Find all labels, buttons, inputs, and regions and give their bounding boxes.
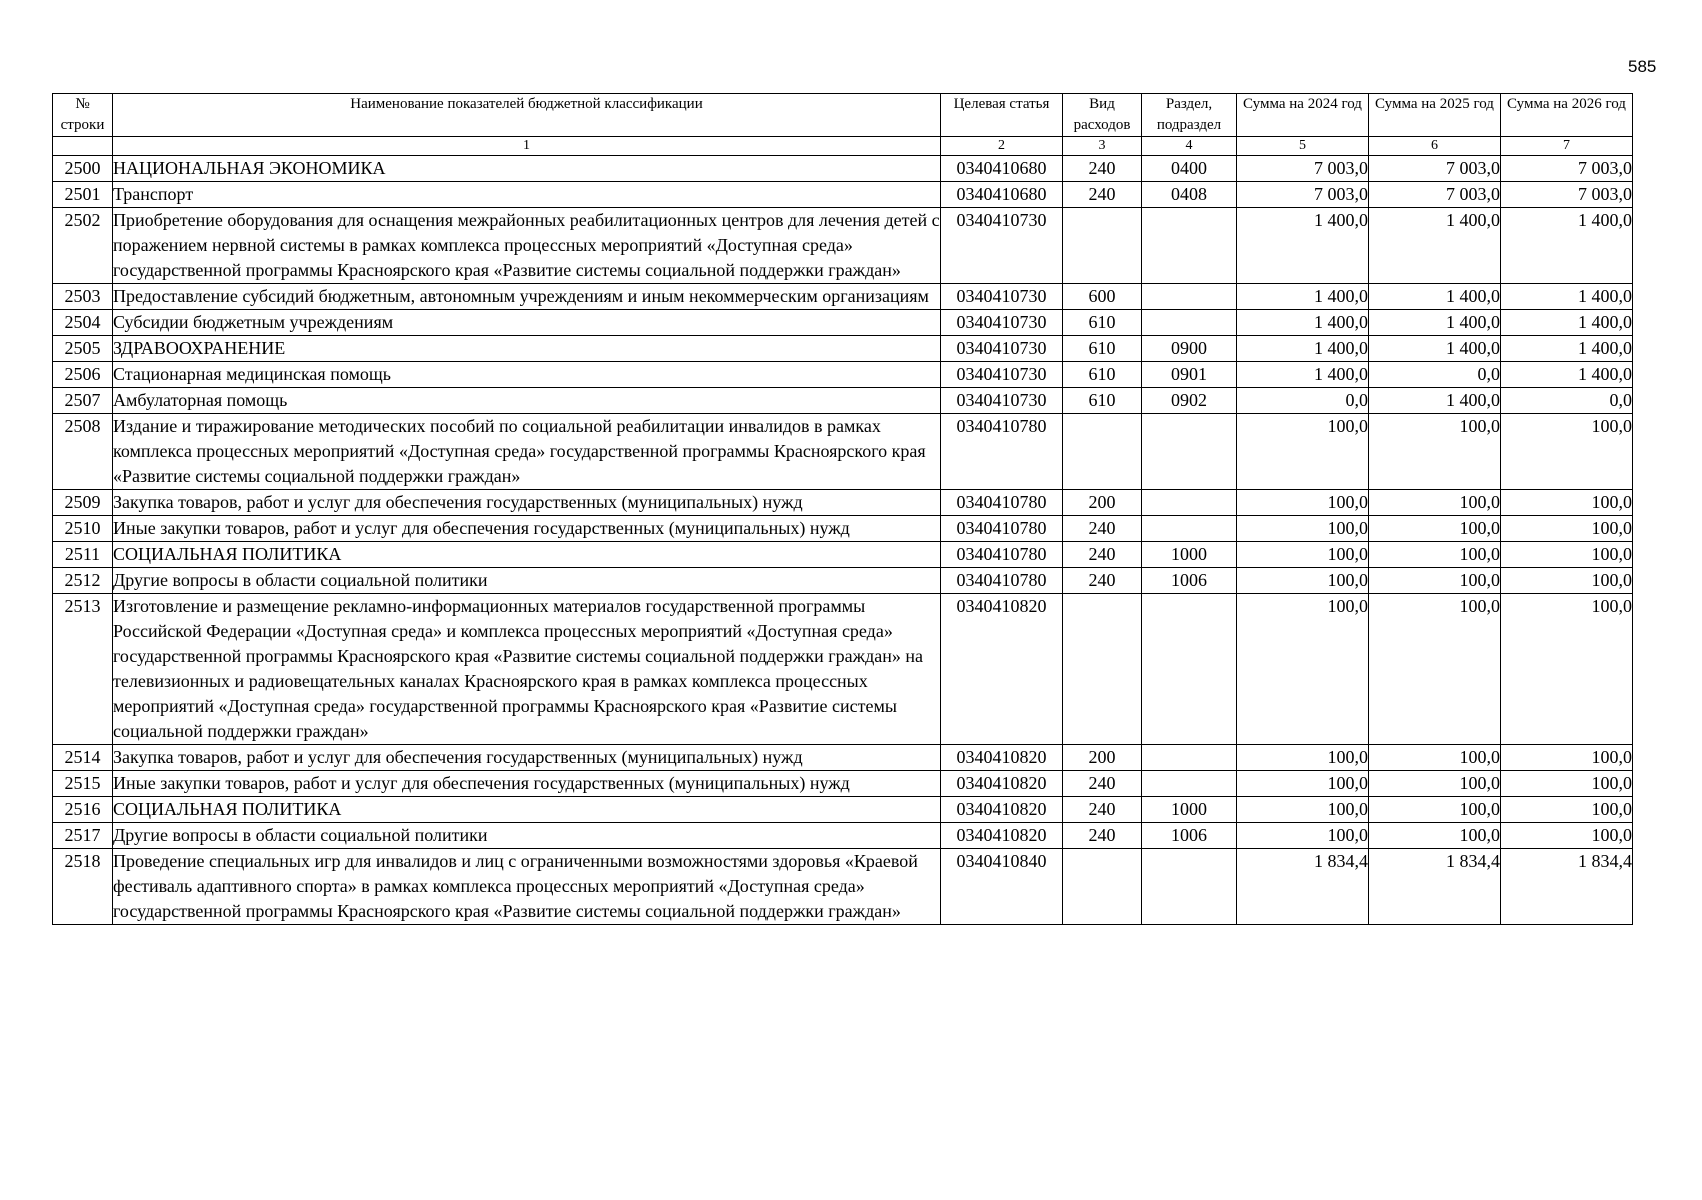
- expense-type-cell: [1063, 849, 1142, 925]
- row-name-cell: Предоставление субсидий бюджетным, автономным учреждениям и иным некоммерческим организациям: [113, 284, 941, 310]
- table-row: [53, 542, 1633, 568]
- expense-type-cell: 200: [1063, 745, 1142, 771]
- target-article-cell: 0340410730: [941, 362, 1063, 388]
- section-cell: 1006: [1142, 568, 1237, 594]
- sum-2026-cell: 100,0: [1501, 516, 1633, 542]
- target-article-cell: 0340410730: [941, 336, 1063, 362]
- table-body: [53, 156, 1633, 925]
- row-name-cell: Транспорт: [113, 182, 941, 208]
- sum-2024-cell: 100,0: [1237, 490, 1369, 516]
- sum-2024-cell: 1 400,0: [1237, 362, 1369, 388]
- target-article-cell: 0340410780: [941, 490, 1063, 516]
- sum-2024-cell: 100,0: [1237, 542, 1369, 568]
- sum-2025-cell: 100,0: [1369, 797, 1501, 823]
- table-row: [53, 849, 1633, 925]
- header-section: Раздел, подраздел: [1142, 94, 1237, 137]
- row-number-cell: 2508: [53, 414, 113, 490]
- column-index: 7: [1501, 137, 1633, 156]
- sum-2025-cell: 7 003,0: [1369, 182, 1501, 208]
- section-cell: [1142, 414, 1237, 490]
- section-cell: [1142, 516, 1237, 542]
- target-article-cell: 0340410820: [941, 823, 1063, 849]
- sum-2024-cell: 100,0: [1237, 797, 1369, 823]
- sum-2025-cell: 1 400,0: [1369, 310, 1501, 336]
- sum-2026-cell: 1 400,0: [1501, 362, 1633, 388]
- header-sum-2025: Сумма на 2025 год: [1369, 94, 1501, 137]
- sum-2026-cell: 1 400,0: [1501, 310, 1633, 336]
- row-number-cell: 2506: [53, 362, 113, 388]
- sum-2025-cell: 1 400,0: [1369, 208, 1501, 284]
- sum-2024-cell: 100,0: [1237, 771, 1369, 797]
- section-cell: 0400: [1142, 156, 1237, 182]
- expense-type-cell: [1063, 594, 1142, 745]
- expense-type-cell: 240: [1063, 771, 1142, 797]
- sum-2025-cell: 100,0: [1369, 568, 1501, 594]
- header-row: [53, 94, 1633, 137]
- header-sum-2026: Сумма на 2026 год: [1501, 94, 1633, 137]
- sum-2026-cell: 100,0: [1501, 745, 1633, 771]
- row-number-cell: 2517: [53, 823, 113, 849]
- sum-2026-cell: 1 834,4: [1501, 849, 1633, 925]
- row-number-cell: 2500: [53, 156, 113, 182]
- section-cell: 1006: [1142, 823, 1237, 849]
- expense-type-cell: [1063, 208, 1142, 284]
- sum-2025-cell: 1 400,0: [1369, 284, 1501, 310]
- row-name-cell: Иные закупки товаров, работ и услуг для обеспечения государственных (муниципальных) нужд: [113, 771, 941, 797]
- section-cell: [1142, 771, 1237, 797]
- sum-2025-cell: 100,0: [1369, 771, 1501, 797]
- row-name-cell: Иные закупки товаров, работ и услуг для обеспечения государственных (муниципальных) нужд: [113, 516, 941, 542]
- sum-2025-cell: 7 003,0: [1369, 156, 1501, 182]
- sum-2025-cell: 100,0: [1369, 414, 1501, 490]
- expense-type-cell: 240: [1063, 823, 1142, 849]
- section-cell: [1142, 849, 1237, 925]
- table-row: [53, 594, 1633, 745]
- expense-type-cell: 240: [1063, 542, 1142, 568]
- column-index: 2: [941, 137, 1063, 156]
- expense-type-cell: 610: [1063, 336, 1142, 362]
- row-number-cell: 2509: [53, 490, 113, 516]
- table-row: [53, 568, 1633, 594]
- table-row: [53, 310, 1633, 336]
- column-index: 5: [1237, 137, 1369, 156]
- sum-2026-cell: 1 400,0: [1501, 336, 1633, 362]
- column-index: 4: [1142, 137, 1237, 156]
- sum-2025-cell: 100,0: [1369, 542, 1501, 568]
- row-number-cell: 2501: [53, 182, 113, 208]
- sum-2024-cell: 100,0: [1237, 594, 1369, 745]
- sum-2026-cell: 100,0: [1501, 542, 1633, 568]
- section-cell: [1142, 310, 1237, 336]
- sum-2025-cell: 0,0: [1369, 362, 1501, 388]
- target-article-cell: 0340410730: [941, 310, 1063, 336]
- sum-2024-cell: 0,0: [1237, 388, 1369, 414]
- header-sum-2024: Сумма на 2024 год: [1237, 94, 1369, 137]
- section-cell: [1142, 594, 1237, 745]
- row-name-cell: ЗДРАВООХРАНЕНИЕ: [113, 336, 941, 362]
- target-article-cell: 0340410820: [941, 745, 1063, 771]
- row-name-cell: Закупка товаров, работ и услуг для обеспечения государственных (муниципальных) нужд: [113, 745, 941, 771]
- expense-type-cell: 600: [1063, 284, 1142, 310]
- row-number-cell: 2518: [53, 849, 113, 925]
- target-article-cell: 0340410780: [941, 542, 1063, 568]
- expense-type-cell: 610: [1063, 388, 1142, 414]
- header-exp-type: Вид расходов: [1063, 94, 1142, 137]
- target-article-cell: 0340410730: [941, 208, 1063, 284]
- sum-2024-cell: 1 400,0: [1237, 310, 1369, 336]
- row-name-cell: Приобретение оборудования для оснащения межрайонных реабилитационных центров для лечения детей с поражением нервной системы в рамках комплекса процессных мероприятий «Доступная среда» государственной программы Красноярского края «Развитие системы социальной поддержки граждан»: [113, 208, 941, 284]
- table-row: [53, 156, 1633, 182]
- section-cell: 1000: [1142, 797, 1237, 823]
- section-cell: [1142, 745, 1237, 771]
- sum-2026-cell: 7 003,0: [1501, 182, 1633, 208]
- row-number-cell: 2505: [53, 336, 113, 362]
- section-cell: [1142, 208, 1237, 284]
- column-index-blank: [53, 137, 113, 156]
- sum-2024-cell: 100,0: [1237, 568, 1369, 594]
- column-index-row: [53, 137, 1633, 156]
- table-row: [53, 414, 1633, 490]
- sum-2026-cell: 1 400,0: [1501, 208, 1633, 284]
- sum-2026-cell: 1 400,0: [1501, 284, 1633, 310]
- row-name-cell: Изготовление и размещение рекламно-информационных материалов государственной программы Российской Федерации «Доступная среда» и комплекса процессных мероприятий «Доступная среда» государственной программы Красноярского края «Развитие системы социальной поддержки граждан» на телевизионных и радиовещательных каналах Красноярского края в рамках комплекса процессных мероприятий «Доступная среда» государственной программы Красноярского края «Развитие системы социальной поддержки граждан»: [113, 594, 941, 745]
- row-name-cell: Амбулаторная помощь: [113, 388, 941, 414]
- row-name-cell: Закупка товаров, работ и услуг для обеспечения государственных (муниципальных) нужд: [113, 490, 941, 516]
- sum-2024-cell: 7 003,0: [1237, 156, 1369, 182]
- section-cell: [1142, 284, 1237, 310]
- sum-2024-cell: 1 400,0: [1237, 336, 1369, 362]
- expense-type-cell: [1063, 414, 1142, 490]
- row-number-cell: 2513: [53, 594, 113, 745]
- sum-2024-cell: 100,0: [1237, 516, 1369, 542]
- table-row: [53, 388, 1633, 414]
- section-cell: 0901: [1142, 362, 1237, 388]
- expense-type-cell: 610: [1063, 310, 1142, 336]
- sum-2026-cell: 100,0: [1501, 823, 1633, 849]
- sum-2024-cell: 1 400,0: [1237, 208, 1369, 284]
- row-name-cell: Субсидии бюджетным учреждениям: [113, 310, 941, 336]
- sum-2026-cell: 100,0: [1501, 771, 1633, 797]
- table-row: [53, 182, 1633, 208]
- sum-2025-cell: 100,0: [1369, 594, 1501, 745]
- column-index: 1: [113, 137, 941, 156]
- section-cell: 0408: [1142, 182, 1237, 208]
- sum-2025-cell: 1 400,0: [1369, 388, 1501, 414]
- row-number-cell: 2504: [53, 310, 113, 336]
- row-name-cell: СОЦИАЛЬНАЯ ПОЛИТИКА: [113, 542, 941, 568]
- row-number-cell: 2503: [53, 284, 113, 310]
- expense-type-cell: 240: [1063, 568, 1142, 594]
- sum-2024-cell: 100,0: [1237, 745, 1369, 771]
- row-number-cell: 2515: [53, 771, 113, 797]
- target-article-cell: 0340410730: [941, 388, 1063, 414]
- table-row: [53, 208, 1633, 284]
- header-name: Наименование показателей бюджетной классификации: [113, 94, 941, 137]
- expense-type-cell: 240: [1063, 516, 1142, 542]
- target-article-cell: 0340410820: [941, 594, 1063, 745]
- sum-2024-cell: 1 834,4: [1237, 849, 1369, 925]
- row-name-cell: Стационарная медицинская помощь: [113, 362, 941, 388]
- row-name-cell: Издание и тиражирование методических пособий по социальной реабилитации инвалидов в рамках комплекса процессных мероприятий «Доступная среда» государственной программы Красноярского края «Развитие системы социальной поддержки граждан»: [113, 414, 941, 490]
- sum-2024-cell: 1 400,0: [1237, 284, 1369, 310]
- sum-2025-cell: 100,0: [1369, 823, 1501, 849]
- sum-2024-cell: 7 003,0: [1237, 182, 1369, 208]
- target-article-cell: 0340410780: [941, 568, 1063, 594]
- row-number-cell: 2512: [53, 568, 113, 594]
- header-target: Целевая статья: [941, 94, 1063, 137]
- target-article-cell: 0340410680: [941, 156, 1063, 182]
- row-name-cell: Другие вопросы в области социальной политики: [113, 568, 941, 594]
- expense-type-cell: 610: [1063, 362, 1142, 388]
- budget-table: [52, 93, 1633, 925]
- sum-2026-cell: 100,0: [1501, 414, 1633, 490]
- row-name-cell: Проведение специальных игр для инвалидов и лиц с ограниченными возможностями здоровья «Краевой фестиваль адаптивного спорта» в рамках комплекса процессных мероприятий «Доступная среда» государственной программы Красноярского края «Развитие системы социальной поддержки граждан»: [113, 849, 941, 925]
- sum-2026-cell: 7 003,0: [1501, 156, 1633, 182]
- header-row-no: № строки: [53, 94, 113, 137]
- section-cell: 0902: [1142, 388, 1237, 414]
- row-number-cell: 2507: [53, 388, 113, 414]
- section-cell: [1142, 490, 1237, 516]
- row-number-cell: 2511: [53, 542, 113, 568]
- row-number-cell: 2510: [53, 516, 113, 542]
- page-number: 585: [1628, 57, 1657, 76]
- sum-2026-cell: 100,0: [1501, 568, 1633, 594]
- sum-2026-cell: 100,0: [1501, 594, 1633, 745]
- row-number-cell: 2516: [53, 797, 113, 823]
- table-row: [53, 284, 1633, 310]
- table-row: [53, 490, 1633, 516]
- row-name-cell: СОЦИАЛЬНАЯ ПОЛИТИКА: [113, 797, 941, 823]
- row-name-cell: НАЦИОНАЛЬНАЯ ЭКОНОМИКА: [113, 156, 941, 182]
- table-row: [53, 745, 1633, 771]
- target-article-cell: 0340410820: [941, 797, 1063, 823]
- row-number-cell: 2502: [53, 208, 113, 284]
- target-article-cell: 0340410820: [941, 771, 1063, 797]
- column-index: 6: [1369, 137, 1501, 156]
- column-index: 3: [1063, 137, 1142, 156]
- section-cell: 0900: [1142, 336, 1237, 362]
- target-article-cell: 0340410730: [941, 284, 1063, 310]
- expense-type-cell: 240: [1063, 182, 1142, 208]
- sum-2026-cell: 100,0: [1501, 490, 1633, 516]
- sum-2024-cell: 100,0: [1237, 414, 1369, 490]
- table-row: [53, 797, 1633, 823]
- table-row: [53, 362, 1633, 388]
- sum-2026-cell: 0,0: [1501, 388, 1633, 414]
- table-row: [53, 823, 1633, 849]
- target-article-cell: 0340410840: [941, 849, 1063, 925]
- row-name-cell: Другие вопросы в области социальной политики: [113, 823, 941, 849]
- target-article-cell: 0340410780: [941, 414, 1063, 490]
- sum-2026-cell: 100,0: [1501, 797, 1633, 823]
- table-row: [53, 336, 1633, 362]
- expense-type-cell: 200: [1063, 490, 1142, 516]
- expense-type-cell: 240: [1063, 797, 1142, 823]
- row-number-cell: 2514: [53, 745, 113, 771]
- table-row: [53, 771, 1633, 797]
- expense-type-cell: 240: [1063, 156, 1142, 182]
- sum-2025-cell: 100,0: [1369, 490, 1501, 516]
- sum-2025-cell: 1 834,4: [1369, 849, 1501, 925]
- sum-2025-cell: 1 400,0: [1369, 336, 1501, 362]
- section-cell: 1000: [1142, 542, 1237, 568]
- sum-2024-cell: 100,0: [1237, 823, 1369, 849]
- target-article-cell: 0340410680: [941, 182, 1063, 208]
- table-row: [53, 516, 1633, 542]
- sum-2025-cell: 100,0: [1369, 745, 1501, 771]
- target-article-cell: 0340410780: [941, 516, 1063, 542]
- sum-2025-cell: 100,0: [1369, 516, 1501, 542]
